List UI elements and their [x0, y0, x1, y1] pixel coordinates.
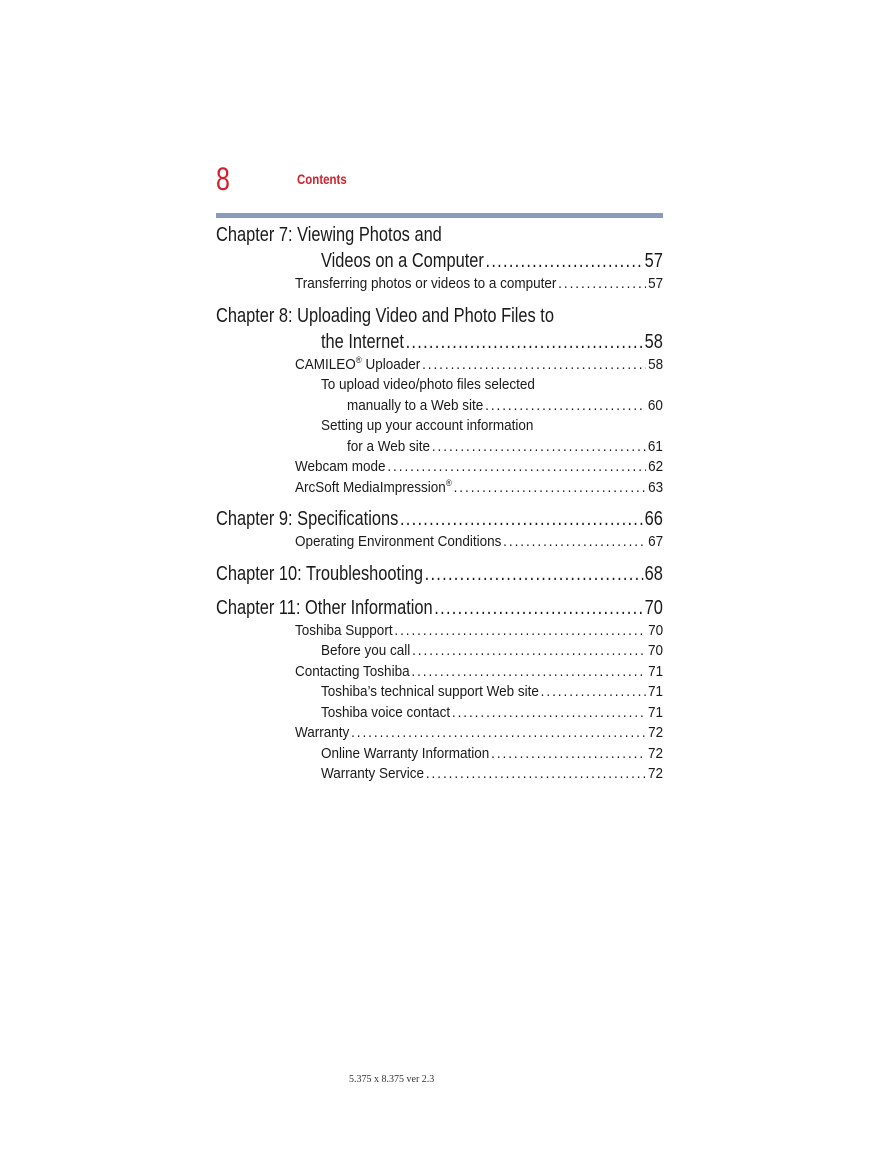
- section-label: Contents: [297, 171, 347, 187]
- page-footer: 5.375 x 8.375 ver 2.3: [349, 1074, 435, 1085]
- page-ref: 63: [648, 478, 664, 496]
- toc-entry-arcsoft[interactable]: [216, 478, 663, 499]
- page-ref: 71: [647, 683, 663, 700]
- dot-leader: [400, 506, 643, 532]
- chapter-8-title-line1: Chapter 8: Uploading Video and Photo Files to: [216, 304, 554, 327]
- registered-mark: ®: [355, 354, 362, 365]
- toc-entry-online-warranty[interactable]: [216, 744, 663, 765]
- dot-leader: [422, 355, 646, 376]
- entry-title: for a Web site: [347, 437, 431, 455]
- registered-mark: ®: [445, 477, 452, 488]
- dot-leader: [394, 621, 646, 642]
- chapter-9-entry[interactable]: [216, 506, 663, 532]
- entry-title: Before you call: [321, 642, 411, 659]
- toc-entry-warranty-service[interactable]: [216, 764, 663, 785]
- page-ref: 71: [648, 662, 664, 680]
- chapter-11-title: Chapter 11: Other Information: [216, 596, 433, 619]
- dot-leader: [411, 662, 646, 683]
- toc-entry-upload-line2[interactable]: [216, 396, 663, 417]
- page-ref: 58: [648, 355, 664, 373]
- dot-leader: [412, 641, 646, 662]
- dot-leader: [425, 561, 643, 587]
- dot-leader: [452, 703, 646, 724]
- dot-leader: [387, 457, 646, 478]
- dot-leader: [491, 744, 646, 765]
- page-ref: 66: [644, 508, 663, 530]
- page-ref: 60: [647, 396, 663, 414]
- page-ref: 72: [648, 724, 664, 741]
- entry-title: Operating Environment Conditions: [295, 533, 502, 550]
- chapter-7-heading[interactable]: [216, 222, 663, 248]
- chapter-8-entry[interactable]: [216, 329, 663, 355]
- header-rule: [216, 213, 663, 218]
- entry-title: manually to a Web site: [347, 396, 484, 414]
- chapter-10-title: Chapter 10: Troubleshooting: [216, 562, 423, 585]
- page-ref: 62: [648, 458, 664, 475]
- toc-entry-account-line1[interactable]: [216, 416, 663, 437]
- page-number: 8: [216, 161, 230, 197]
- page-ref: 72: [647, 765, 663, 782]
- dot-leader: [485, 248, 643, 274]
- toc-entry[interactable]: [216, 274, 663, 295]
- dot-leader: [558, 274, 646, 295]
- dot-leader: [351, 723, 646, 744]
- dot-leader: [454, 478, 647, 499]
- entry-title: Webcam mode: [295, 458, 386, 475]
- dot-leader: [406, 329, 643, 355]
- chapter-7-title-line1: Chapter 7: Viewing Photos and: [216, 224, 442, 246]
- toc-entry-account-line2[interactable]: [216, 437, 663, 458]
- toc-entry-before-you-call[interactable]: [216, 641, 663, 662]
- entry-title: Warranty Service: [321, 765, 425, 782]
- chapter-11-entry[interactable]: [216, 595, 663, 621]
- chapter-8-heading[interactable]: [216, 303, 663, 329]
- toc-entry-warranty[interactable]: [216, 723, 663, 744]
- entry-title: ArcSoft MediaImpression®: [295, 477, 452, 496]
- page-ref: 61: [647, 437, 663, 455]
- entry-title: Online Warranty Information: [321, 744, 490, 762]
- toc-entry[interactable]: [216, 532, 663, 553]
- page-ref: 70: [644, 596, 663, 619]
- page-ref: 57: [648, 275, 664, 292]
- toc-entry-webcam[interactable]: [216, 457, 663, 478]
- dot-leader: [485, 396, 646, 417]
- page-ref: 67: [648, 533, 664, 550]
- chapter-7-title-line2: Videos on a Computer: [320, 250, 484, 272]
- page-ref: 71: [647, 703, 663, 721]
- entry-title: Toshiba voice contact: [321, 703, 451, 721]
- chapter-7-entry[interactable]: [216, 248, 663, 274]
- entry-title: Transferring photos or videos to a computer: [295, 275, 557, 292]
- toc-entry-toshiba-support[interactable]: [216, 621, 663, 642]
- dot-leader: [432, 437, 646, 458]
- chapter-9-title: Chapter 9: Specifications: [216, 508, 399, 530]
- dot-leader: [426, 764, 646, 785]
- page-ref: 57: [644, 250, 663, 272]
- entry-title: Toshiba Support: [295, 621, 393, 639]
- entry-title: Setting up your account information: [321, 417, 534, 434]
- dot-leader: [434, 595, 643, 621]
- chapter-10-entry[interactable]: [216, 561, 663, 587]
- chapter-8-title-line2: the Internet: [320, 330, 404, 353]
- table-of-contents: [216, 222, 663, 785]
- entry-title: Warranty: [295, 724, 350, 741]
- page-ref: 58: [644, 330, 663, 353]
- entry-title: Contacting Toshiba: [295, 662, 410, 680]
- toc-entry-contacting-toshiba[interactable]: [216, 662, 663, 683]
- dot-leader: [503, 532, 646, 553]
- toc-entry-camileo-uploader[interactable]: [216, 355, 663, 376]
- toc-entry-upload-line1[interactable]: [216, 375, 663, 396]
- page-ref: 72: [647, 744, 663, 762]
- entry-title: Toshiba’s technical support Web site: [321, 683, 539, 700]
- entry-title: To upload video/photo files selected: [321, 376, 535, 393]
- entry-title: CAMILEO® Uploader: [295, 354, 421, 373]
- page-ref: 70: [647, 642, 663, 659]
- dot-leader: [541, 682, 646, 703]
- toc-entry-voice-contact[interactable]: [216, 703, 663, 724]
- page-ref: 70: [648, 621, 664, 639]
- page-ref: 68: [644, 562, 663, 585]
- toc-entry-support-web-site[interactable]: [216, 682, 663, 703]
